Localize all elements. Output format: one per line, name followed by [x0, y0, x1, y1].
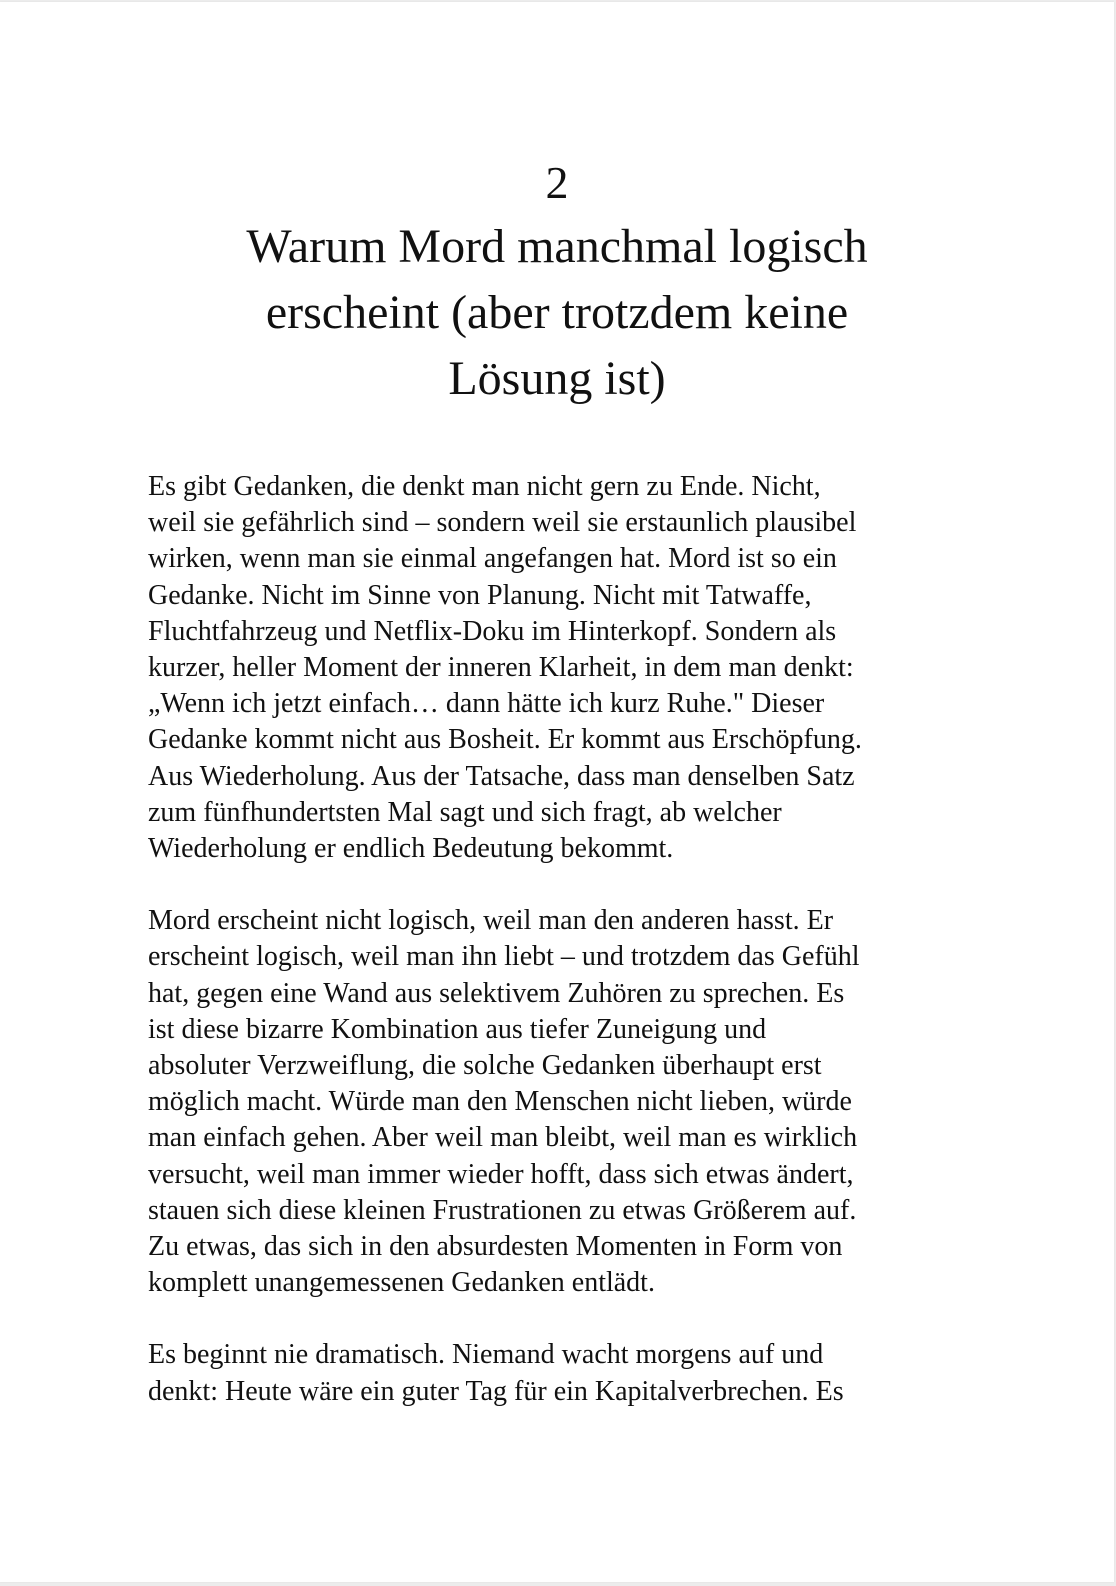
text-line: Es beginnt nie dramatisch. Niemand wacht morgens auf und	[148, 1339, 824, 1371]
text-line: möglich macht. Würde man den Menschen nicht lieben, würde	[148, 1086, 852, 1118]
text-line: versucht, weil man immer wieder hofft, dass sich etwas ändert,	[148, 1158, 854, 1190]
chapter-body	[148, 469, 968, 1446]
text-line: Zu etwas, das sich in den absurdesten Momenten in Form von	[148, 1231, 843, 1263]
text-line: kurzer, heller Moment der inneren Klarheit, in dem man denkt:	[148, 652, 854, 684]
text-line: Gedanke. Nicht im Sinne von Planung. Nicht mit Tatwaffe,	[148, 579, 812, 611]
text-line: weil sie gefährlich sind – sondern weil sie erstaunlich plausibel	[148, 507, 857, 539]
chapter-title-line: Warum Mord manchmal logisch	[246, 220, 868, 273]
text-line: komplett unangemessenen Gedanken entlädt.	[148, 1267, 655, 1299]
text-line: wirken, wenn man sie einmal angefangen hat. Mord ist so ein	[148, 543, 837, 575]
document-page	[0, 2, 1114, 1582]
text-line: „Wenn ich jetzt einfach… dann hätte ich kurz Ruhe." Dieser	[148, 688, 825, 720]
text-line: Fluchtfahrzeug und Netflix-Doku im Hinterkopf. Sondern als	[148, 615, 837, 647]
text-line: Es gibt Gedanken, die denkt man nicht gern zu Ende. Nicht,	[148, 471, 821, 502]
text-line: zum fünfhundertsten Mal sagt und sich fragt, ab welcher	[148, 796, 782, 828]
text-line: erscheint logisch, weil man ihn liebt – und trotzdem das Gefühl	[148, 941, 860, 973]
text-line: man einfach gehen. Aber weil man bleibt, weil man es wirklich	[148, 1122, 858, 1154]
text-line: Mord erscheint nicht logisch, weil man den anderen hasst. Er	[148, 905, 834, 937]
paragraph-2	[148, 903, 968, 1301]
chapter-title-line: erscheint (aber trotzdem keine	[265, 286, 849, 339]
text-line: stauen sich diese kleinen Frustrationen zu etwas Größerem auf.	[148, 1194, 857, 1226]
chapter-number: 2	[545, 157, 569, 208]
text-line: Gedanke kommt nicht aus Bosheit. Er kommt aus Erschöpfung.	[148, 724, 862, 756]
text-line: denkt: Heute wäre ein guter Tag für ein Kapitalverbrechen. Es	[148, 1375, 844, 1407]
paragraph-1	[148, 469, 968, 867]
text-line: Wiederholung er endlich Bedeutung bekommt.	[148, 833, 674, 865]
chapter-title-line: Lösung ist)	[448, 352, 666, 405]
chapter-title	[140, 214, 974, 412]
paragraph-3	[148, 1337, 968, 1409]
text-line: Aus Wiederholung. Aus der Tatsache, dass man denselben Satz	[148, 760, 855, 792]
text-line: absoluter Verzweiflung, die solche Gedanken überhaupt erst	[148, 1050, 822, 1082]
text-line: ist diese bizarre Kombination aus tiefer Zuneigung und	[148, 1013, 767, 1045]
chapter-header	[140, 152, 974, 412]
text-line: hat, gegen eine Wand aus selektivem Zuhören zu sprechen. Es	[148, 977, 845, 1009]
